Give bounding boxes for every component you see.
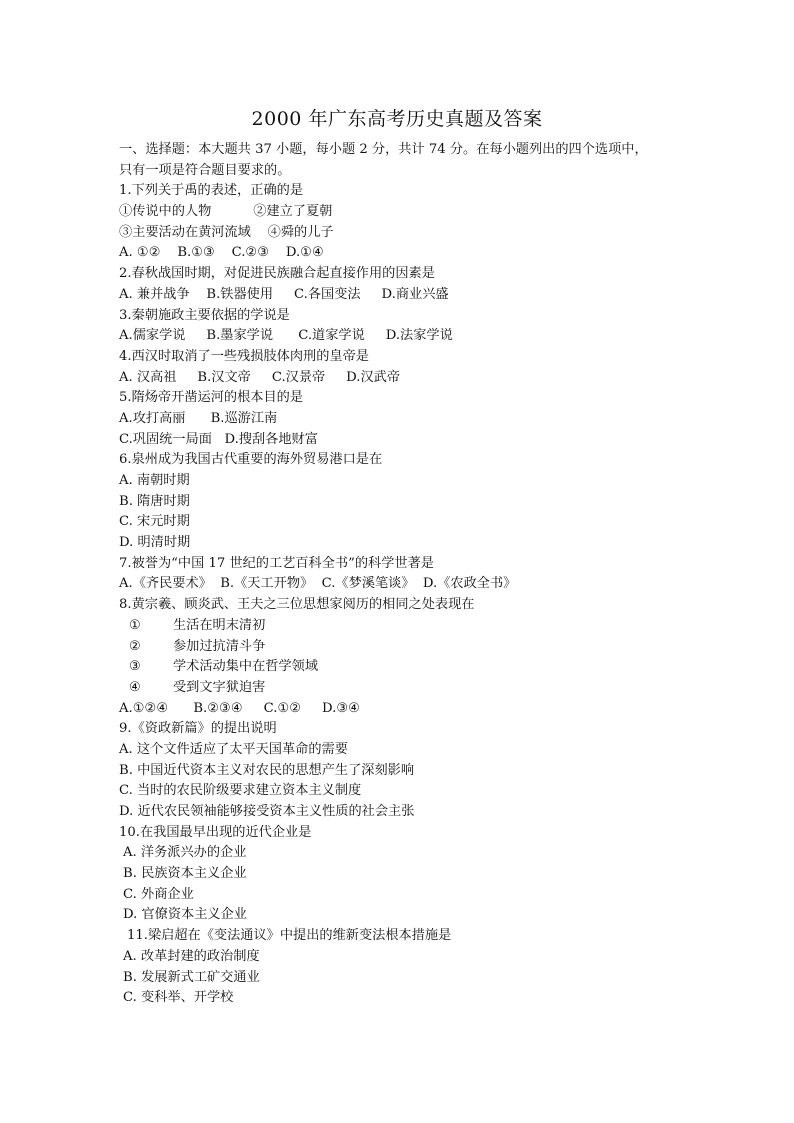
q8-statement-number: ① [129,617,141,633]
exam-content [119,140,679,1009]
q8-statement-4 [119,678,679,699]
q11-stem: 11.梁启超在《变法通议》中提出的维新变法根本措施是 [127,928,452,944]
q5-options-2: C.巩固统一局面 D.搜刮各地财富 [119,431,318,447]
q10-option-d: D. 官僚资本主义企业 [123,907,247,923]
q3-stem: 3.秦朝施政主要依据的学说是 [119,307,290,323]
section-intro-line-1: 一、选择题：本大题共 37 小题，每小题 2 分，共计 74 分。在每小题列出的四个选项中， [119,142,648,157]
q11-option-c: C. 变科举、开学校 [123,990,234,1006]
q11-option-b: B. 发展新式工矿交通业 [123,969,260,985]
q11-option-a: A. 改革封建的政治制度 [123,948,260,964]
q9-option-b: B. 中国近代资本主义对农民的思想产生了深刻影响 [119,762,415,778]
q8-stem: 8.黄宗羲、顾炎武、王夫之三位思想家阅历的相同之处表现在 [119,597,475,613]
q10-option-a: A. 洋务派兴办的企业 [123,845,247,861]
q8-statement-number: ③ [129,659,141,675]
q8-statement-number: ② [129,638,141,654]
q8-statement-text: 参加过抗清斗争 [173,638,266,654]
q5-stem: 5.隋炀帝开凿运河的根本目的是 [119,390,304,406]
q8-statement-3 [119,657,679,678]
page-title: 2000 年广东高考历史真题及答案 [251,108,543,130]
q8-statement-text: 受到文字狱迫害 [173,679,266,695]
q4-stem: 4.西汉时取消了一些残损肢体肉刑的皇帝是 [119,348,369,364]
q10-option-c: C. 外商企业 [123,886,194,902]
q6-stem: 6.泉州成为我国古代重要的海外贸易港口是在 [119,452,383,468]
q10-stem: 10.在我国最早出现的近代企业是 [119,824,312,840]
q8-options: A.①②④ B.②③④ C.①② D.③④ [119,700,360,716]
q1-statements-1: ①传说中的人物 ②建立了夏朝 [119,204,333,220]
q4-options: A. 汉高祖 B.汉文帝 C.汉景帝 D.汉武帝 [119,369,401,385]
q1-statements-2: ③主要活动在黄河流域 ④舜的儿子 [119,224,334,240]
q8-statement-text: 学术活动集中在哲学领域 [173,659,319,675]
q8-statement-number: ④ [129,679,141,695]
q1-stem: 1.下列关于禹的表述，正确的是 [119,183,304,199]
q1-options: A. ①② B.①③ C.②③ D.①④ [119,245,324,261]
q5-options-1: A.攻打高丽 B.巡游江南 [119,410,278,426]
q9-stem: 9.《资政新篇》的提出说明 [119,721,277,737]
q9-option-d: D. 近代农民领袖能够接受资本主义性质的社会主张 [119,804,415,819]
q8-statement-text: 生活在明末清初 [173,617,266,633]
section-intro-line-2: 只有一项是符合题目要求的。 [119,162,291,178]
q7-options: A.《齐民要术》 B.《天工开物》 C.《梦溪笔谈》 D.《农政全书》 [119,576,517,592]
q6-option-c: C. 宋元时期 [119,514,190,530]
q7-stem: 7.被誉为“中国 17 世纪的工艺百科全书”的科学世著是 [119,555,434,571]
q8-statement-2 [119,637,679,658]
q6-option-a: A. 南朝时期 [119,473,190,488]
q8-statement-1 [119,616,679,637]
q3-options: A.儒家学说 B.墨家学说 C.道家学说 D.法家学说 [119,328,453,344]
q9-option-c: C. 当时的农民阶级要求建立资本主义制度 [119,783,362,799]
q2-options: A. 兼并战争 B.铁器使用 C.各国变法 D.商业兴盛 [119,286,449,302]
q6-option-b: B. 隋唐时期 [119,493,190,509]
q10-option-b: B. 民族资本主义企业 [123,866,247,882]
q6-option-d: D. 明清时期 [119,535,191,551]
q9-option-a: A. 这个文件适应了太平天国革命的需要 [119,741,348,757]
q2-stem: 2.春秋战国时期，对促进民族融合起直接作用的因素是 [119,266,435,282]
